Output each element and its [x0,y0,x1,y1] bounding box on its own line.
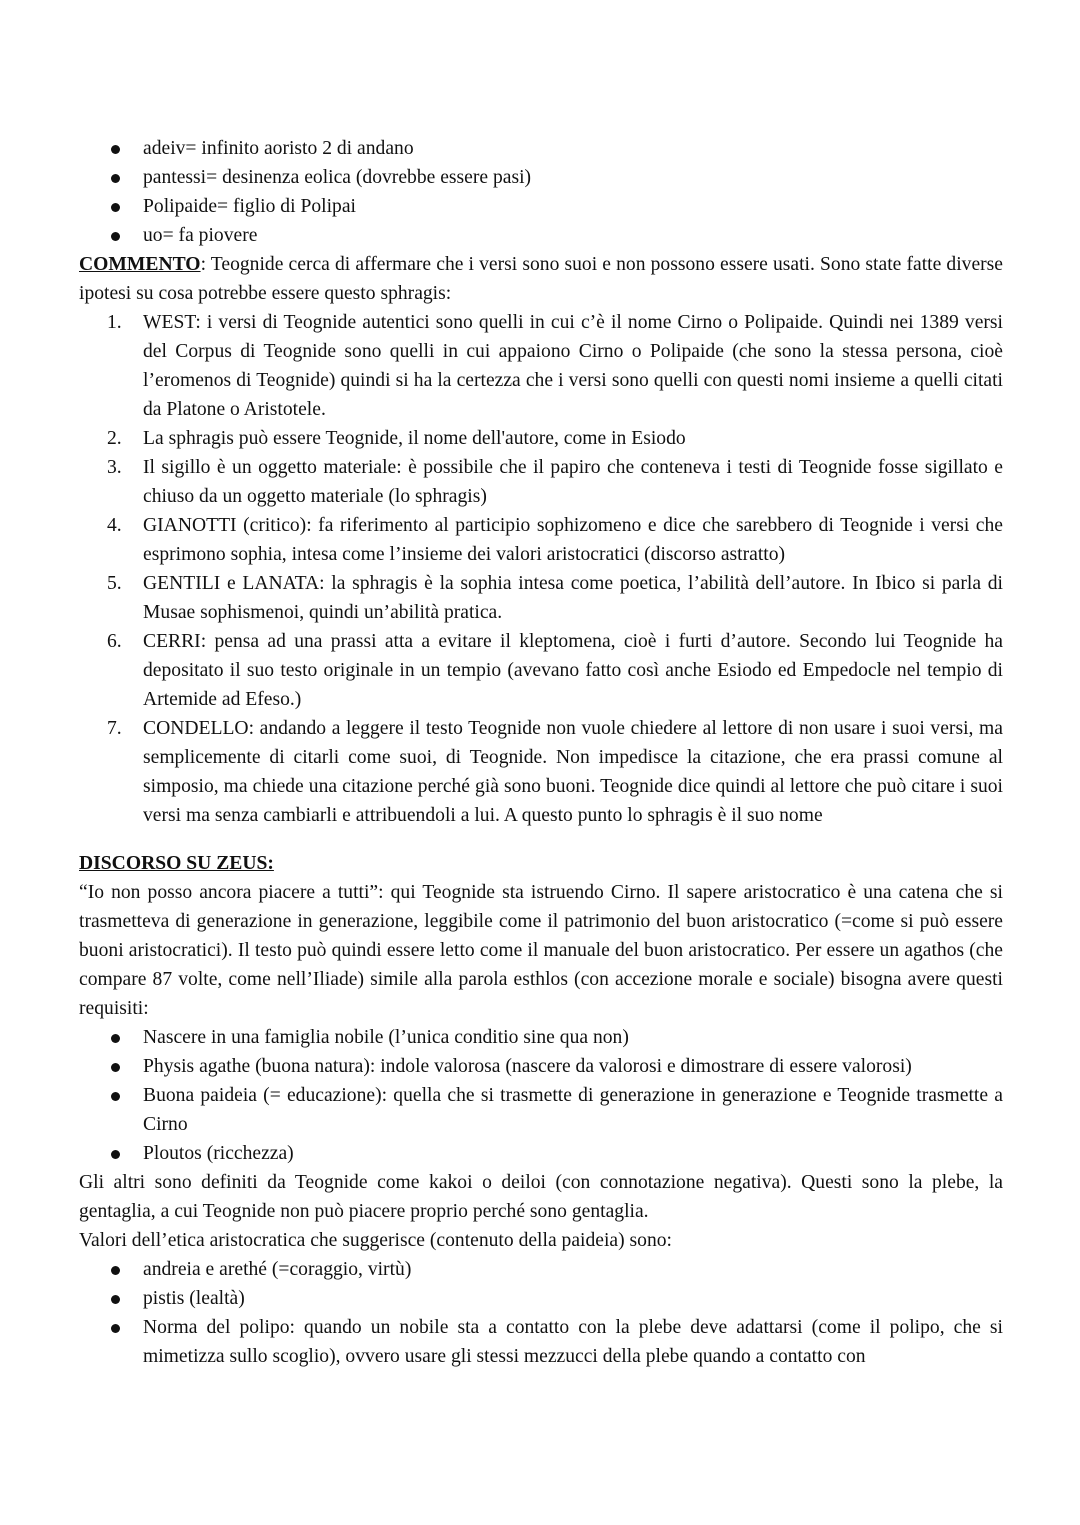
hypotheses-list [79,308,1003,830]
list-item: 1. WEST: i versi di Teognide autentici sono quelli in cui c’è il nome Cirno o Polipaide. Quindi nei 1389 versi del Corpus di Teognide sono quelli in cui appaiono Cirno o Polipaide (che sono la stessa persona, cioè l’eromenos di Teognide) quindi si ha la certezza che i versi sono quelli con questi nomi insieme a quelli citati da Platone o Aristotele. [79,308,1003,424]
bullet-icon [111,203,120,212]
zeus-heading: DISCORSO SU ZEUS: [79,853,274,874]
list-item: 4. GIANOTTI (critico): fa riferimento al participio sophizomeno e dice che sarebbero di Teognide i versi che esprimono sophia, intesa come l’insieme dei valori aristocratici (discorso astratto) [79,511,1003,569]
zeus-heading-line [79,849,1003,878]
list-item: 7. CONDELLO: andando a leggere il testo Teognide non vuole chiedere al lettore di non usare i suoi versi, ma semplicemente di citarli come suoi, di Teognide. Non impedisce la citazione, che era prassi comune al simposio, ma chiede una citazione perché già sono buoni. Teognide dice quindi al lettore che può citare i suoi versi ma senza cambiarli e attribuendoli a lui. A questo punto lo sphragis è il suo nome [79,714,1003,830]
valori-intro: Valori dell’etica aristocratica che suggerisce (contenuto della paideia) sono: [79,1230,672,1251]
item-number: 6. [107,631,122,652]
list-item: Nascere in una famiglia nobile (l’unica conditio sine qua non) [79,1023,1003,1052]
commento-heading: COMMENTO [79,254,201,275]
bullet-icon [111,1266,120,1275]
bullet-icon [111,1150,120,1159]
bullet-icon [111,174,120,183]
list-item: 2. La sphragis può essere Teognide, il nome dell'autore, come in Esiodo [79,424,1003,453]
list-item: adeiv= infinito aoristo 2 di andano [79,134,1003,163]
commento-paragraph [79,250,1003,308]
bullet-icon [111,1063,120,1072]
item-number: 7. [107,718,122,739]
commento-text: : Teognide cerca di affermare che i versi sono suoi e non possono essere usati. Sono state fatte diverse ipotesi su cosa potrebbe essere questo sphragis: [79,254,1003,304]
kakoi-paragraph: Gli altri sono definiti da Teognide come kakoi o deiloi (con connotazione negativa). Questi sono la plebe, la gentaglia, a cui Teognide non può piacere proprio perché sono gentaglia. [79,1172,1003,1222]
bullet-icon [111,232,120,241]
list-item: 3. Il sigillo è un oggetto materiale: è possibile che il papiro che conteneva i testi di Teognide fosse sigillato e chiuso da un oggetto materiale (lo sphragis) [79,453,1003,511]
list-item: Norma del polipo: quando un nobile sta a contatto con la plebe deve adattarsi (come il polipo, che si mimetizza sullo scoglio), ovvero usare gli stessi mezzucci della plebe quando a contatto con [79,1313,1003,1371]
list-item: Ploutos (ricchezza) [79,1139,1003,1168]
zeus-paragraph: “Io non posso ancora piacere a tutti”: qui Teognide sta istruendo Cirno. Il sapere aristocratico è una catena che si trasmetteva di generazione in generazione, leggibile come il patrimonio del buon aristocratico (=come si può essere buoni aristocratici). Il testo può quindi essere letto come il manuale del buon aristocratico. Per essere un agathos (che compare 87 volte, come nell’Iliade) simile alla parola esthlos (con accezione morale e sociale) bisogna avere questi requisiti: [79,882,1003,1019]
bullet-icon [111,1092,120,1101]
document-page [79,134,1003,1371]
list-item: 6. CERRI: pensa ad una prassi atta a evitare il kleptomena, cioè i furti d’autore. Secondo lui Teognide ha depositato il suo testo originale in un tempio (avevano fatto così anche Esiodo ed Empedocle nel tempio di Artemide ad Efeso.) [79,627,1003,714]
list-item: uo= fa piovere [79,221,1003,250]
valori-list [79,1255,1003,1371]
bullet-icon [111,1034,120,1043]
list-item: Physis agathe (buona natura): indole valorosa (nascere da valorosi e dimostrare di essere valorosi) [79,1052,1003,1081]
bullet-icon [111,145,120,154]
list-item: andreia e arethé (=coraggio, virtù) [79,1255,1003,1284]
item-number: 3. [107,457,122,478]
list-item: pantessi= desinenza eolica (dovrebbe essere pasi) [79,163,1003,192]
list-item: pistis (lealtà) [79,1284,1003,1313]
item-number: 4. [107,515,122,536]
item-number: 1. [107,312,122,333]
item-number: 2. [107,428,122,449]
intro-bullet-list [79,134,1003,250]
requisiti-list [79,1023,1003,1168]
list-item: Buona paideia (= educazione): quella che si trasmette di generazione in generazione e Teognide trasmette a Cirno [79,1081,1003,1139]
list-item: 5. GENTILI e LANATA: la sphragis è la sophia intesa come poetica, l’abilità dell’autore. In Ibico si parla di Musae sophismenoi, quindi un’abilità pratica. [79,569,1003,627]
bullet-icon [111,1295,120,1304]
bullet-icon [111,1324,120,1333]
item-number: 5. [107,573,122,594]
section-spacer [79,830,1003,849]
list-item: Polipaide= figlio di Polipai [79,192,1003,221]
